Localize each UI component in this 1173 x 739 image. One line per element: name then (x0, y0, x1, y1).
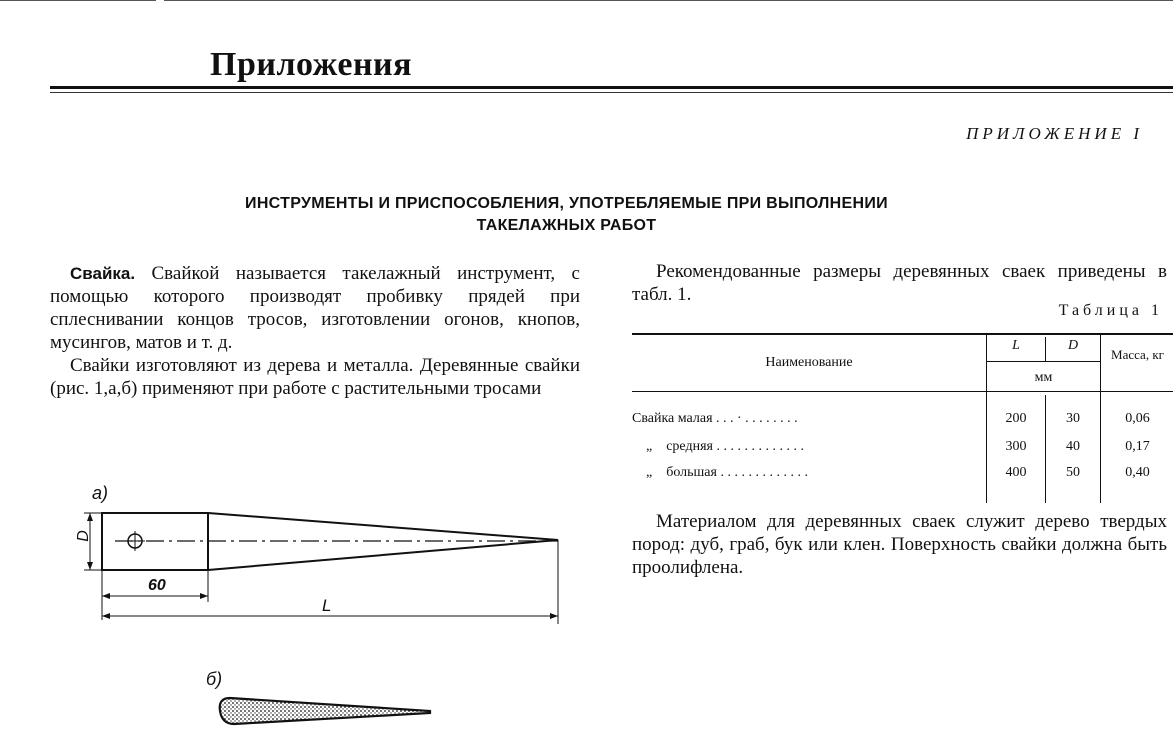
header-rule-thick (50, 86, 1173, 89)
section-heading-line1: ИНСТРУМЕНТЫ И ПРИСПОСОБЛЕНИЯ, УПОТРЕБЛЯЕМЫЕ ПРИ ВЫПОЛНЕНИИ (245, 195, 888, 212)
row-L: 400 (1005, 465, 1027, 480)
appendix-label: ПРИЛОЖЕНИЕ I (966, 124, 1143, 143)
dimensions-table (632, 333, 1173, 503)
paragraph-closing: Материалом для деревянных сваек служит дерево твердых пород: дуб, граб, бук или клен. Поверхность свайки должна быть проолифлена. (632, 511, 1167, 578)
paragraph-definition (50, 262, 580, 354)
dim-60-arrow-left (102, 593, 110, 599)
dim-L-arrow-right (550, 613, 558, 619)
row-mass: 0,40 (1125, 465, 1150, 480)
dim-L-label: L (322, 596, 332, 615)
figure-label-a: а) (92, 483, 109, 503)
dim-D-arrow-bottom (87, 562, 93, 570)
definition-text: Свайкой называется такелажный инструмент, с помощью которого производят пробивку прядей при сплеснивании концов тросов, изготовлении огонов, кнопов, мусингов, матов и т. д. (50, 263, 580, 353)
stippled-svayka (220, 698, 430, 724)
running-head: Приложения (210, 46, 413, 83)
dim-D-label: D (74, 530, 92, 542)
row-name: „ средняя . . . . . . . . . . . . . (646, 439, 804, 454)
row-name: „ большая . . . . . . . . . . . . . (646, 465, 808, 480)
term-svayka: Свайка. (70, 264, 136, 283)
row-D: 30 (1066, 411, 1080, 426)
dim-60-arrow-right (200, 593, 208, 599)
table-top-rule (632, 333, 1173, 335)
row-name: Свайка малая . . . · . . . . . . . . (632, 411, 798, 426)
top-rule-right (164, 0, 1173, 1)
paragraph-intro: Рекомендованные размеры деревянных сваек приведены в табл. 1. (632, 261, 1167, 305)
section-heading-line2: ТАКЕЛАЖНЫХ РАБОТ (476, 217, 657, 234)
svayka-drawing-a (70, 500, 570, 630)
row-L: 300 (1005, 439, 1027, 454)
row-L: 200 (1005, 411, 1027, 426)
svayka-drawing-b (216, 694, 436, 730)
paragraph-materials: Свайки изготовляют из дерева и металла. Деревянные свайки (рис. 1,а,б) применяют при работе с растительными тросами (50, 355, 580, 399)
dim-D-arrow-top (87, 513, 93, 521)
dim-L-arrow-left (102, 613, 110, 619)
row-D: 40 (1066, 439, 1080, 454)
header-name: Наименование (765, 355, 853, 370)
left-column-text (50, 262, 580, 400)
table-caption: Таблица 1 (1058, 302, 1163, 319)
table-vrule-3 (1100, 335, 1101, 503)
figure-label-b: б) (206, 669, 223, 689)
header-L: L (1012, 338, 1020, 353)
right-column-intro (632, 260, 1167, 306)
table-header-rule (632, 391, 1173, 392)
row-D: 50 (1066, 465, 1080, 480)
header-rule-thin (50, 92, 1173, 93)
top-rule-left (0, 0, 156, 1)
table-subheader-rule (987, 361, 1100, 362)
row-mass: 0,06 (1125, 411, 1150, 426)
row-mass: 0,17 (1125, 439, 1150, 454)
dim-60-label: 60 (148, 577, 166, 594)
header-mm: мм (1034, 370, 1053, 385)
header-mass: Масса, кг (1111, 347, 1164, 362)
right-column-closing (632, 510, 1167, 579)
header-D: D (1067, 338, 1079, 353)
